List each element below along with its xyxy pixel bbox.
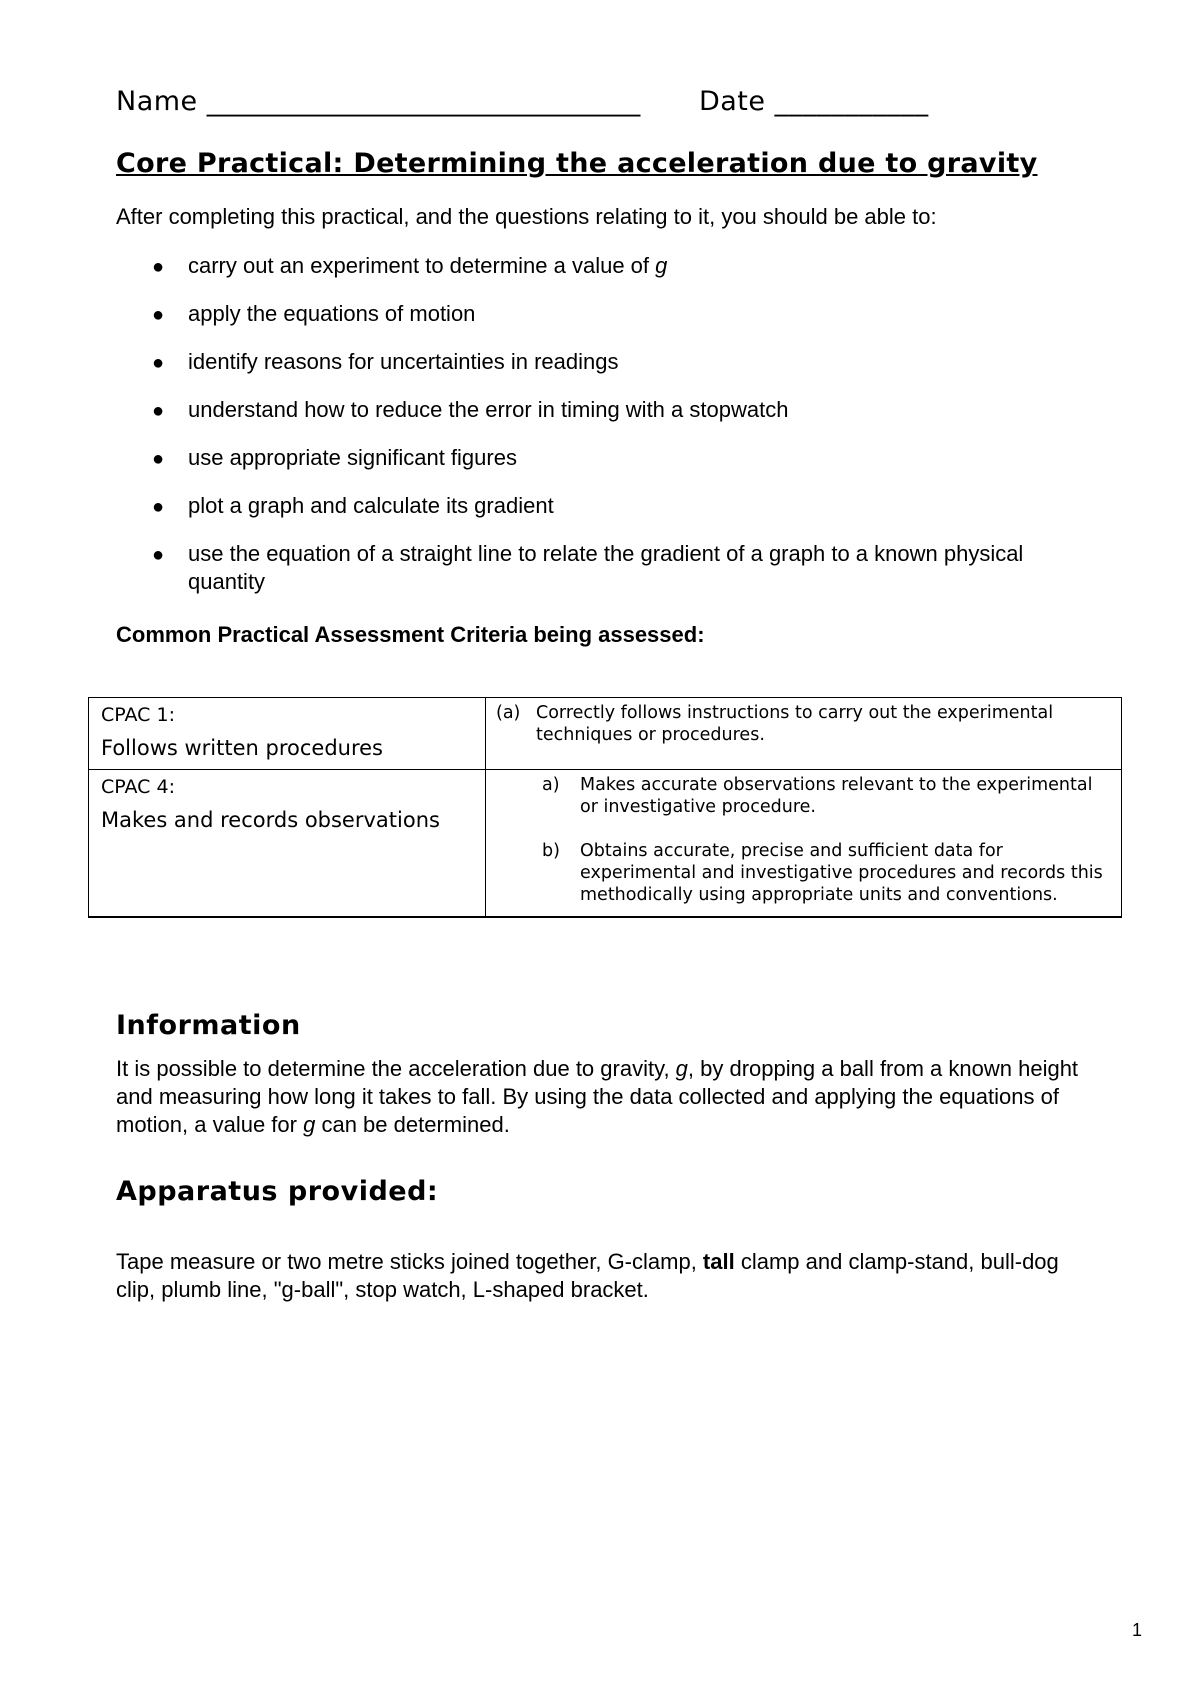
list-item <box>116 540 1076 596</box>
table-row <box>89 770 1122 918</box>
cpac-name: Follows written procedures <box>101 736 383 760</box>
apparatus-heading: Apparatus provided: <box>116 1176 439 1207</box>
objective-text: use appropriate significant figures <box>188 445 517 470</box>
bullet-icon: ● <box>152 400 165 422</box>
objective-text: understand how to reduce the error in timing with a stopwatch <box>188 397 789 422</box>
bullet-icon: ● <box>152 544 165 566</box>
list-item <box>116 348 1076 376</box>
information-text: It is possible to determine the acceleration due to gravity, <box>116 1056 676 1081</box>
bullet-icon: ● <box>152 304 165 326</box>
cpac-code: CPAC 1: <box>101 704 175 726</box>
objective-text: carry out an experiment to determine a value of <box>188 253 656 278</box>
bullet-icon: ● <box>152 256 165 278</box>
criterion <box>496 774 1109 818</box>
information-heading: Information <box>116 1010 301 1041</box>
date-blank: ___________ <box>774 86 929 117</box>
cpac-label-cell <box>89 698 486 770</box>
list-item <box>116 492 1076 520</box>
criterion-text: Makes accurate observations relevant to the experimental or investigative procedure. <box>580 775 1093 817</box>
criterion-label: (a) <box>496 703 521 723</box>
list-item <box>116 300 1076 328</box>
information-text: , by dropping a ball from a known height and measuring how long it takes to fall. By using the data collected and applying the equations of motion, a value for <box>116 1056 1079 1137</box>
variable-g: g <box>675 1056 688 1081</box>
information-paragraph <box>116 1055 1096 1139</box>
criterion-label: a) <box>542 775 560 795</box>
date-label: Date <box>698 86 766 117</box>
variable-g: g <box>303 1112 316 1137</box>
criterion <box>496 840 1109 906</box>
cpac-heading: Common Practical Assessment Criteria being assessed: <box>116 622 705 647</box>
objective-text: use the equation of a straight line to relate the gradient of a graph to a known physical quantity <box>188 541 1024 594</box>
cpac-label-cell <box>89 770 486 918</box>
objective-text: apply the equations of motion <box>188 301 476 326</box>
apparatus-paragraph <box>116 1248 1096 1304</box>
intro-text: After completing this practical, and the questions relating to it, you should be able to: <box>116 204 937 229</box>
objective-text: plot a graph and calculate its gradient <box>188 493 554 518</box>
criterion <box>496 702 1109 746</box>
page-number: 1 <box>1132 1620 1143 1640</box>
bullet-icon: ● <box>152 496 165 518</box>
list-item <box>116 444 1076 472</box>
table-row <box>89 698 1122 770</box>
name-label: Name <box>116 86 198 117</box>
cpac-table <box>88 697 1122 918</box>
cpac-name: Makes and records observations <box>101 808 440 832</box>
name-blank: _______________________________ <box>206 86 641 117</box>
apparatus-emphasis: tall <box>702 1249 735 1274</box>
information-text: can be determined. <box>315 1112 510 1137</box>
criterion-label: b) <box>542 841 560 861</box>
variable-g: g <box>655 253 668 278</box>
criterion-text: Correctly follows instructions to carry out the experimental techniques or procedures. <box>536 703 1054 745</box>
apparatus-text: Tape measure or two metre sticks joined together, G-clamp, <box>116 1249 703 1274</box>
bullet-icon: ● <box>152 448 165 470</box>
name-date-row <box>116 86 929 117</box>
cpac-criteria-cell <box>486 770 1122 918</box>
cpac-code: CPAC 4: <box>101 776 175 798</box>
criterion-text: Obtains accurate, precise and sufficient data for experimental and investigative procedures and records this methodically using appropriate units and conventions. <box>580 841 1103 905</box>
apparatus-text: clamp and clamp-stand, bull-dog clip, plumb line, "g-ball", stop watch, L-shaped bracket. <box>116 1249 1059 1302</box>
objectives-list <box>116 252 1076 616</box>
cpac-criteria-cell <box>486 698 1122 770</box>
list-item <box>116 396 1076 424</box>
page-title: Core Practical: Determining the acceleration due to gravity <box>116 148 1038 179</box>
bullet-icon: ● <box>152 352 165 374</box>
list-item <box>116 252 1076 280</box>
objective-text: identify reasons for uncertainties in readings <box>188 349 619 374</box>
